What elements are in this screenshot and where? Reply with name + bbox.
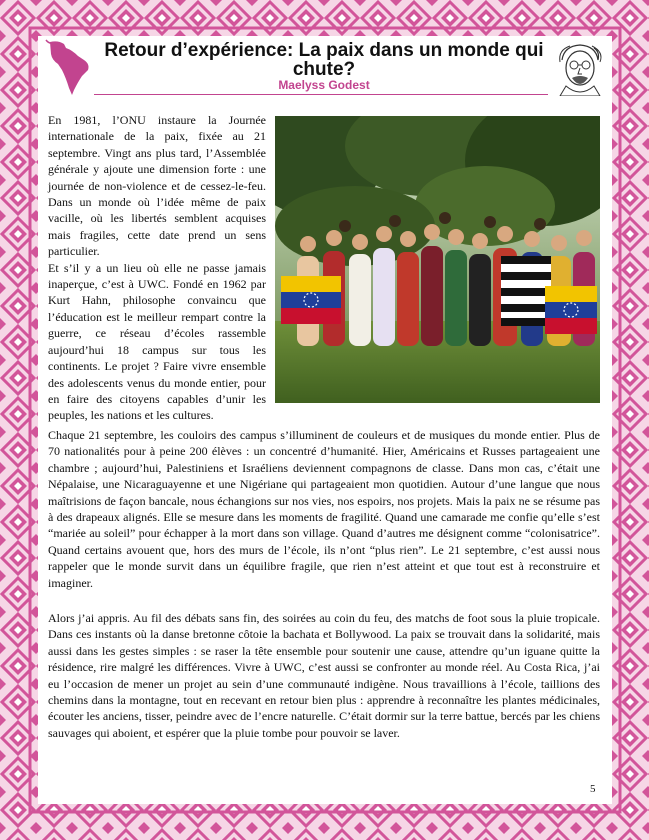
article-header	[38, 36, 612, 100]
group-photo	[275, 116, 600, 403]
page-number: 5	[590, 783, 596, 795]
header-rule	[94, 94, 548, 95]
paragraph-intro	[48, 112, 266, 424]
page	[38, 36, 612, 804]
portrait-sketch	[554, 40, 606, 96]
article-title: Retour d’expérience: La paix dans un monde qui chute?	[104, 40, 544, 80]
paragraph-learned: Alors j’ai appris. Au fil des débats sans fin, des soirées au coin du feu, des matchs de foot sous la pluie tropicale. Dans ces instants où la danse bretonne côtoie la bachata et Bollywood. La paix se trouvait dans la solidarité, mais aussi dans les gestes simples : se raser la tête ensemble pour soutenir une cause, attendre qu’un iguane quitte la résidence, rire malgré les différences. Vivre à UWC, c’est aussi se confronter au monde réel. Au Costa Rica, j’ai eu l’occasion de mener un projet au sein d’une communauté indigène. Nous travaillions à l’école, taillions des chemins dans la montagne, tout en recevant en retour bien plus : apprendre à reconnaître les plantes médicinales, écouter les anciens, tisser, peindre avec de l’encre naturelle. C’était dormir sur la terre battue, bercés par les chiens sauvages qui aboient, et espérer que la pluie tombe pour pouvoir se laver.	[48, 611, 600, 740]
article-author: Maelyss Godest	[278, 78, 370, 92]
paragraph-sept21: Chaque 21 septembre, les couloirs des campus s’illuminent de couleurs et de musiques du monde entier. Plus de 70 nationalités pour à peine 200 élèves : un concentré d’humanité. Hier, Américains et Russes partageaient une chambre ; aujourd’hui, Palestiniens et Israéliens deviennent compagnons de classe. Dans mon cas, c’était une Népalaise, une Nicaraguayenne et une Nigériane qui partageaient mon quotidien. Autour d’une langue que nous maîtrisions de façon bancale, nous échangions sur nos vies, nos espoirs, nos projets. Mais la paix ne se résume pas à des drapeaux alignés. Elle se mesure dans les moments de fragilité. Quand une camarade me confie qu’elle s’est “mariée au soleil” pour échapper à la mort dans son village. Quand d’autres me désignent comme “colonisatrice”. Quand certains avouent que, hors des murs de l’école, ils n’ont “plus rien”. Le 21 septembre, c’est aussi nous rappeler que le monde survit dans un équilibre fragile, que rien n’est atteint et que tout est à reconstruire et imaginer.	[48, 428, 600, 590]
paragraph-intro-b: Et s’il y a un lieu où elle ne passe jamais inaperçue, c’est à UWC. Fondé en 1962 par Kurt Hahn, philosophe convaincu que l’éducation est le meilleur rempart contre la guerre, ce réseau d’écoles rassemble aujourd’hui 18 campus sur tous les continents. Le projet ? Faire vivre ensemble des adolescents venus du monde entier, pour en faire des citoyens capables d’unir les peuples, les nations et les cultures.	[48, 260, 266, 423]
latin-america-map-icon	[44, 38, 96, 96]
paragraph-intro-a: En 1981, l’ONU instaure la Journée internationale de la paix, fixée au 21 septembre. Vingt ans plus tard, l’Assemblée générale y ajoute une dimension forte : une journée de non-violence et de cessez-le-feu. Dans un monde où l’idée même de paix vacille, où les libertés semblent acquises mais fragiles, cette date prend un sens particulier.	[48, 113, 266, 259]
